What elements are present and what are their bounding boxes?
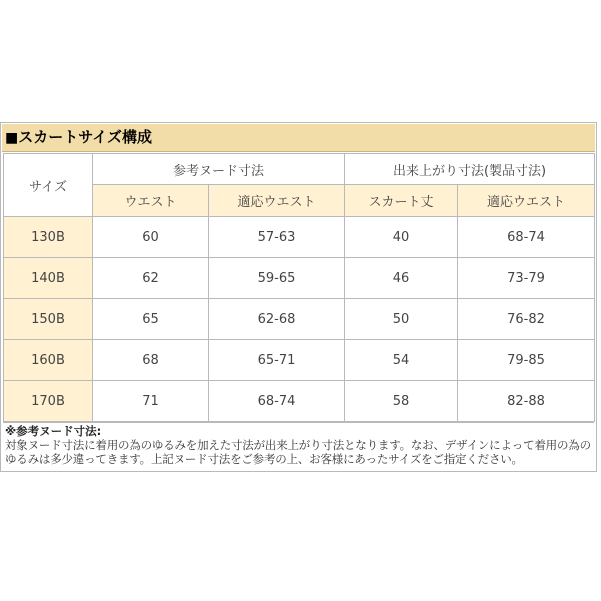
- chart-title: [2, 124, 595, 152]
- fit-waist-finished-cell: 73-79: [458, 258, 595, 299]
- header-waist: ウエスト: [93, 185, 209, 217]
- fit-waist-cell: 59-65: [209, 258, 345, 299]
- size-cell: 140B: [4, 258, 93, 299]
- note-text: 対象ヌード寸法に着用の為のゆるみを加えた寸法が出来上がり寸法となります。なお、デザインによって着用の為のゆるみは多少違ってきます。上記ヌード寸法をご参考の上、お客様にあったサイズをご指定ください。: [5, 438, 591, 466]
- fit-waist-finished-cell: 79-85: [458, 340, 595, 381]
- size-cell: 160B: [4, 340, 93, 381]
- table-row: [4, 258, 595, 299]
- size-table: [3, 153, 595, 422]
- header-finished-dimensions: 出来上がり寸法(製品寸法): [345, 154, 595, 185]
- waist-cell: 71: [93, 381, 209, 422]
- note-title: ※参考ヌード寸法:: [5, 424, 102, 438]
- fit-waist-finished-cell: 76-82: [458, 299, 595, 340]
- fit-waist-finished-cell: 82-88: [458, 381, 595, 422]
- header-size: サイズ: [4, 154, 93, 217]
- table-row: [4, 217, 595, 258]
- fit-waist-cell: 62-68: [209, 299, 345, 340]
- table-row: [4, 299, 595, 340]
- skirt-length-cell: 58: [345, 381, 458, 422]
- table-row: [4, 340, 595, 381]
- waist-cell: 62: [93, 258, 209, 299]
- size-cell: 130B: [4, 217, 93, 258]
- fit-waist-cell: 68-74: [209, 381, 345, 422]
- title-square-marker: ■: [5, 130, 19, 146]
- table-row: [4, 381, 595, 422]
- skirt-length-cell: 40: [345, 217, 458, 258]
- skirt-length-cell: 50: [345, 299, 458, 340]
- skirt-length-cell: 46: [345, 258, 458, 299]
- size-cell: 150B: [4, 299, 93, 340]
- fit-waist-cell: 57-63: [209, 217, 345, 258]
- waist-cell: 68: [93, 340, 209, 381]
- header-fit-waist-finished: 適応ウエスト: [458, 185, 595, 217]
- size-chart-panel: [0, 122, 597, 472]
- fit-waist-cell: 65-71: [209, 340, 345, 381]
- fit-waist-finished-cell: 68-74: [458, 217, 595, 258]
- skirt-length-cell: 54: [345, 340, 458, 381]
- waist-cell: 60: [93, 217, 209, 258]
- waist-cell: 65: [93, 299, 209, 340]
- chart-title-text: スカートサイズ構成: [18, 128, 153, 146]
- nude-measurement-note: [3, 422, 594, 470]
- size-cell: 170B: [4, 381, 93, 422]
- header-skirt-length: スカート丈: [345, 185, 458, 217]
- header-reference-nude: 参考ヌード寸法: [93, 154, 345, 185]
- header-fit-waist: 適応ウエスト: [209, 185, 345, 217]
